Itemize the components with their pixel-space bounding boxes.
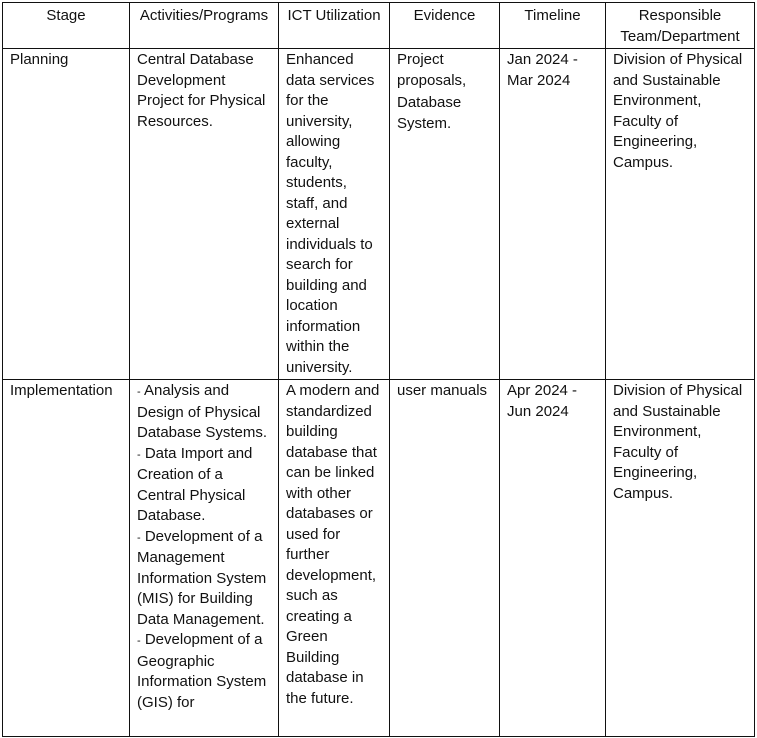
list-item <box>137 630 271 713</box>
cell-ict: A modern and standardized building database that can be linked with other databases or used for further development, such as creating a Green Building database in the future. <box>279 380 390 737</box>
cell-timeline: Jan 2024 - Mar 2024 <box>500 49 606 380</box>
evidence-item: user manuals <box>397 382 488 399</box>
header-evidence: Evidence <box>390 3 500 49</box>
cell-ict: Enhanced data services for the university, allowing faculty, students, staff, and external individuals to search for building and location information within the university. <box>279 49 390 380</box>
bullet-dash: - <box>137 531 141 544</box>
header-stage: Stage <box>3 3 130 49</box>
header-activities: Activities/Programs <box>130 3 279 49</box>
cell-activities <box>130 380 279 737</box>
list-item <box>137 444 271 527</box>
cell-stage: Planning <box>3 49 130 380</box>
activity-list <box>137 381 271 713</box>
table-row <box>3 380 755 737</box>
plan-table <box>2 2 755 737</box>
table-row <box>3 49 755 380</box>
list-item <box>137 527 271 631</box>
cell-responsible: Division of Physical and Sustainable Environment, Faculty of Engineering, Campus. <box>606 49 755 380</box>
evidence-item: Database System. <box>397 94 462 132</box>
bullet-dash: - <box>137 386 141 398</box>
cell-timeline: Apr 2024 - Jun 2024 <box>500 380 606 737</box>
bullet-dash: - <box>137 448 141 461</box>
activity-text: Data Import and Creation of a Central Physical Database. <box>137 444 253 524</box>
cell-responsible: Division of Physical and Sustainable Environment, Faculty of Engineering, Campus. <box>606 380 755 737</box>
cell-evidence <box>390 49 500 380</box>
list-item <box>137 381 271 444</box>
bullet-dash: - <box>137 635 141 647</box>
evidence-item: Project proposals, <box>397 51 467 89</box>
cell-stage: Implementation <box>3 380 130 737</box>
header-responsible: Responsible Team/Department <box>606 3 755 49</box>
cell-activities: Central Database Development Project for Physical Resources. <box>130 49 279 380</box>
activity-text: Development of a Geographic Information System (GIS) for <box>137 631 267 711</box>
cell-evidence <box>390 380 500 737</box>
activity-text: Development of a Management Information System (MIS) for Building Data Management. <box>137 527 267 628</box>
header-ict: ICT Utilization <box>279 3 390 49</box>
header-timeline: Timeline <box>500 3 606 49</box>
activity-text: Analysis and Design of Physical Database Systems. <box>137 382 268 441</box>
header-row <box>3 3 755 49</box>
